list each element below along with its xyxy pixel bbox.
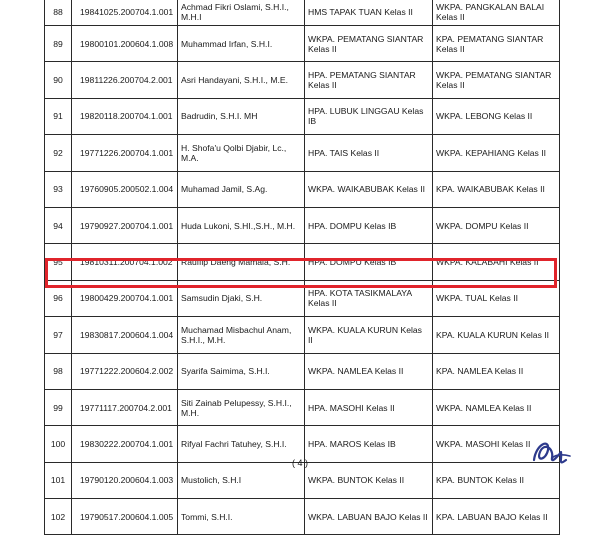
table-row: [45, 280, 560, 316]
from-position: WKPA. KUALA KURUN Kelas II: [305, 317, 433, 353]
employee-name: Siti Zainab Pelupessy, S.H.I., M.H.: [178, 389, 305, 425]
table-row: [45, 98, 560, 134]
table-row: [45, 426, 560, 462]
to-position: KPA. BUNTOK Kelas II: [433, 462, 560, 498]
from-position: WKPA. WAIKABUBAK Kelas II: [305, 171, 433, 207]
row-number: 100: [45, 426, 72, 462]
employee-id: 19820118.200704.1.001: [72, 98, 178, 134]
from-position: WKPA. LABUAN BAJO Kelas II: [305, 499, 433, 535]
to-position: KPA. KUALA KURUN Kelas II: [433, 317, 560, 353]
from-position: HMS TAPAK TUAN Kelas II: [305, 0, 433, 26]
employee-id: 19790927.200704.1.001: [72, 207, 178, 243]
employee-name: Badrudin, S.H.I. MH: [178, 98, 305, 134]
from-position: HPA. MASOHI Kelas II: [305, 389, 433, 425]
employee-name: Huda Lukoni, S.HI.,S.H., M.H.: [178, 207, 305, 243]
row-number: 95: [45, 244, 72, 280]
row-number: 90: [45, 62, 72, 98]
employee-id: 19760905.200502.1.004: [72, 171, 178, 207]
from-position: HPA. DOMPU Kelas IB: [305, 244, 433, 280]
to-position: KPA. WAIKABUBAK Kelas II: [433, 171, 560, 207]
employee-name: Syarifa Saimima, S.H.I.: [178, 353, 305, 389]
to-position: WKPA. LEBONG Kelas II: [433, 98, 560, 134]
row-number: 91: [45, 98, 72, 134]
employee-name: Tommi, S.H.I.: [178, 499, 305, 535]
table-row: [45, 62, 560, 98]
employee-id: 19800429.200704.1.001: [72, 280, 178, 316]
page-number: ( 4 ): [291, 458, 308, 468]
employee-name: H. Shofa'u Qolbi Djabir, Lc., M.A.: [178, 135, 305, 171]
from-position: WKPA. BUNTOK Kelas II: [305, 462, 433, 498]
row-number: 98: [45, 353, 72, 389]
row-number: 94: [45, 207, 72, 243]
row-number: 93: [45, 171, 72, 207]
signature-icon: [528, 430, 573, 470]
from-position: HPA. DOMPU Kelas IB: [305, 207, 433, 243]
employee-id: 19790120.200604.1.003: [72, 462, 178, 498]
from-position: HPA. MAROS Kelas IB: [305, 426, 433, 462]
table-row: [45, 0, 560, 26]
table-row: [45, 499, 560, 535]
employee-name: Mustolich, S.H.I: [178, 462, 305, 498]
to-position: WKPA. PEMATANG SIANTAR Kelas II: [433, 62, 560, 98]
to-position: WKPA. TUAL Kelas II: [433, 280, 560, 316]
row-number: 96: [45, 280, 72, 316]
employee-id: 19830222.200704.1.001: [72, 426, 178, 462]
table-row: [45, 135, 560, 171]
employee-name: Muhammad Irfan, S.H.I.: [178, 26, 305, 62]
row-number: 99: [45, 389, 72, 425]
row-number: 88: [45, 0, 72, 26]
to-position: KPA. LABUAN BAJO Kelas II: [433, 499, 560, 535]
table-row: [45, 26, 560, 62]
table-row: [45, 353, 560, 389]
table-row: [45, 171, 560, 207]
to-position: WKPA. PANGKALAN BALAI Kelas II: [433, 0, 560, 26]
row-number: 102: [45, 499, 72, 535]
employee-name: Rauffip Daeng Mamala, S.H.: [178, 244, 305, 280]
employee-id: 19800101.200604.1.008: [72, 26, 178, 62]
row-number: 101: [45, 462, 72, 498]
table-body: [45, 0, 560, 535]
from-position: HPA. TAIS Kelas II: [305, 135, 433, 171]
employee-name: Asri Handayani, S.H.I., M.E.: [178, 62, 305, 98]
employee-name: Muchamad Misbachul Anam, S.H.I., M.H.: [178, 317, 305, 353]
to-position: KPA. PEMATANG SIANTAR Kelas II: [433, 26, 560, 62]
to-position: KPA. NAMLEA Kelas II: [433, 353, 560, 389]
row-number: 97: [45, 317, 72, 353]
employee-id: 19771117.200704.2.001: [72, 389, 178, 425]
from-position: HPA. KOTA TASIKMALAYA Kelas II: [305, 280, 433, 316]
table-row: [45, 389, 560, 425]
employee-id: 19790517.200604.1.005: [72, 499, 178, 535]
from-position: HPA. PEMATANG SIANTAR Kelas II: [305, 62, 433, 98]
from-position: WKPA. PEMATANG SIANTAR Kelas II: [305, 26, 433, 62]
to-position: WKPA. KALABAHI Kelas II: [433, 244, 560, 280]
to-position: WKPA. KEPAHIANG Kelas II: [433, 135, 560, 171]
row-number: 89: [45, 26, 72, 62]
to-position: WKPA. NAMLEA Kelas II: [433, 389, 560, 425]
employee-id: 19771222.200604.2.002: [72, 353, 178, 389]
to-position: WKPA. MASOHI Kelas II: [433, 426, 560, 462]
employee-id: 19841025.200704.1.001: [72, 0, 178, 26]
table-row: [45, 207, 560, 243]
personnel-table: [44, 0, 560, 535]
employee-id: 19771226.200704.1.001: [72, 135, 178, 171]
table-row: [45, 317, 560, 353]
table-row: [45, 244, 560, 280]
employee-name: Muhamad Jamil, S.Ag.: [178, 171, 305, 207]
from-position: HPA. LUBUK LINGGAU Kelas IB: [305, 98, 433, 134]
employee-id: 19830817.200604.1.004: [72, 317, 178, 353]
employee-name: Samsudin Djaki, S.H.: [178, 280, 305, 316]
row-number: 92: [45, 135, 72, 171]
employee-name: Achmad Fikri Oslami, S.H.I., M.H.I: [178, 0, 305, 26]
to-position: WKPA. DOMPU Kelas II: [433, 207, 560, 243]
employee-name: Rifyal Fachri Tatuhey, S.H.I.: [178, 426, 305, 462]
employee-id: 19811226.200704.2.001: [72, 62, 178, 98]
from-position: WKPA. NAMLEA Kelas II: [305, 353, 433, 389]
employee-id: 19810311.200704.1.002: [72, 244, 178, 280]
